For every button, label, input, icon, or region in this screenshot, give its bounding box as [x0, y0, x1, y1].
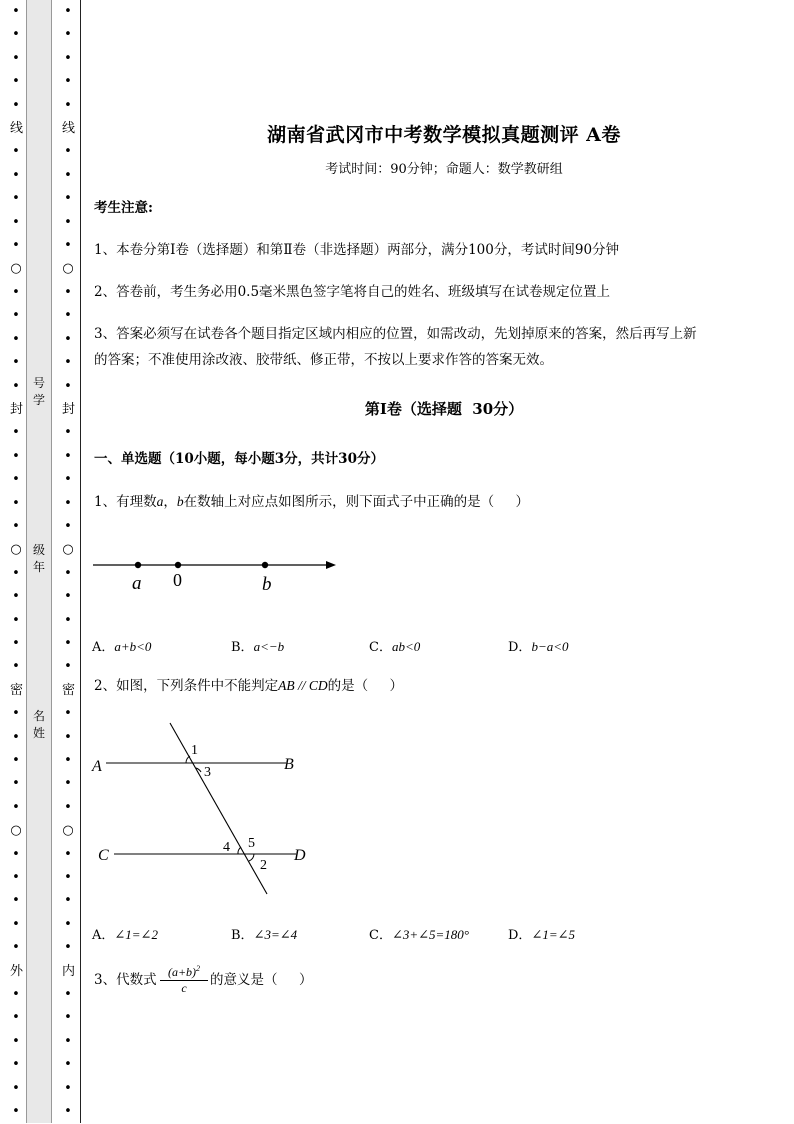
- q2-prefix: 2、如图，下列条件中不能判定: [94, 678, 279, 694]
- parallel-lines-figure: [90, 718, 320, 898]
- q2-expr: AB // CD: [278, 678, 328, 693]
- binding-dots-inner: • • • • • 线 • • • • • ○ • • • • • 封 • • • • • ○ • • • • • 密 • • • • • ○ • • • • • 内 • • • • • •: [62, 4, 76, 1120]
- number-line-figure: [90, 548, 350, 598]
- student-id-label: 号 学: [32, 376, 45, 407]
- q1-stem: [94, 488, 529, 516]
- label-A: A: [92, 758, 102, 775]
- part-title: 第I卷（选择题 30分）: [364, 400, 524, 418]
- section-heading: 一、单选题（10小题，每小题3分，共计30分）: [94, 451, 384, 467]
- q1-sep: ，: [163, 494, 177, 510]
- label-angle-4: 4: [223, 840, 230, 855]
- binding-line: [80, 0, 81, 1123]
- note-item-3-line-2: 的答案；不准使用涂改液、胶带纸、修正带，不按以上要求作答的答案无效。: [94, 352, 553, 368]
- point-b-label: b: [262, 574, 272, 595]
- note-item-1: 1、本卷分第I卷（选择题）和第Ⅱ卷（非选择题）两部分，满分100分，考试时间90分钟: [94, 242, 620, 258]
- q1-option-b[interactable]: B．a<−b: [231, 639, 285, 655]
- label-angle-3: 3: [204, 765, 211, 780]
- q2-option-d[interactable]: D．∠1=∠5: [508, 927, 575, 943]
- q2-stem: [94, 672, 403, 700]
- q2-option-c[interactable]: C．∠3+∠5=180°: [369, 927, 469, 943]
- label-C: C: [98, 847, 109, 864]
- label-B: B: [284, 756, 294, 773]
- notes-heading: 考生注意:: [94, 200, 153, 216]
- label-angle-1: 1: [191, 743, 198, 758]
- angle-2-arc: [249, 854, 254, 861]
- note-item-3-line-1: 3、答案必须写在试卷各个题目指定区域内相应的位置，如需改动，先划掉原来的答案，然后再写上新: [94, 326, 697, 342]
- label-angle-5: 5: [248, 836, 255, 851]
- q3-suffix: 的意义是（ ）: [210, 972, 313, 988]
- label-D: D: [294, 847, 306, 864]
- q1-option-c[interactable]: C．ab<0: [369, 639, 421, 655]
- q1-suffix: 在数轴上对应点如图所示，则下面式子中正确的是（ ）: [183, 494, 530, 510]
- number-line-arrow: [326, 561, 336, 569]
- q2-option-a[interactable]: A．∠1=∠2: [92, 927, 158, 943]
- point-zero-dot: [175, 562, 181, 568]
- point-b-dot: [262, 562, 268, 568]
- note-item-2: 2、答卷前，考生务必用0.5毫米黑色签字笔将自己的姓名、班级填写在试卷规定位置上: [94, 284, 611, 300]
- q1-var-a: a: [156, 494, 164, 509]
- q3-prefix: 3、代数式: [94, 972, 157, 988]
- exam-subtitle: 考试时间：90分钟；命题人：数学教研组: [325, 162, 563, 177]
- q3-fraction: [160, 962, 208, 995]
- name-label: 名 姓: [32, 709, 45, 740]
- q2-suffix: 的是（ ）: [327, 678, 404, 694]
- q2-option-b[interactable]: B．∠3=∠4: [231, 927, 298, 943]
- point-a-label: a: [132, 573, 142, 594]
- q1-option-a[interactable]: A．a+b<0: [92, 639, 152, 655]
- label-angle-2: 2: [260, 858, 267, 873]
- transversal: [170, 723, 267, 894]
- angle-4-arc: [238, 847, 241, 854]
- q1-option-d[interactable]: D．b−a<0: [508, 639, 569, 655]
- point-zero-label: 0: [173, 570, 182, 590]
- binding-dots-outer: • • • • • 线 • • • • • ○ • • • • • 封 • • • • • ○ • • • • • 密 • • • • • ○ • • • • • 外 • • • • • •: [10, 4, 24, 1120]
- q1-var-b: b: [176, 494, 184, 509]
- point-a-dot: [135, 562, 141, 568]
- q1-prefix: 1、有理数: [94, 494, 157, 510]
- q3-numerator: $(a+b)^2$: [160, 962, 208, 981]
- grade-label: 级 年: [32, 543, 45, 574]
- exam-title: 湖南省武冈市中考数学模拟真题测评 A卷: [267, 124, 621, 146]
- q3-denominator: c: [181, 981, 187, 995]
